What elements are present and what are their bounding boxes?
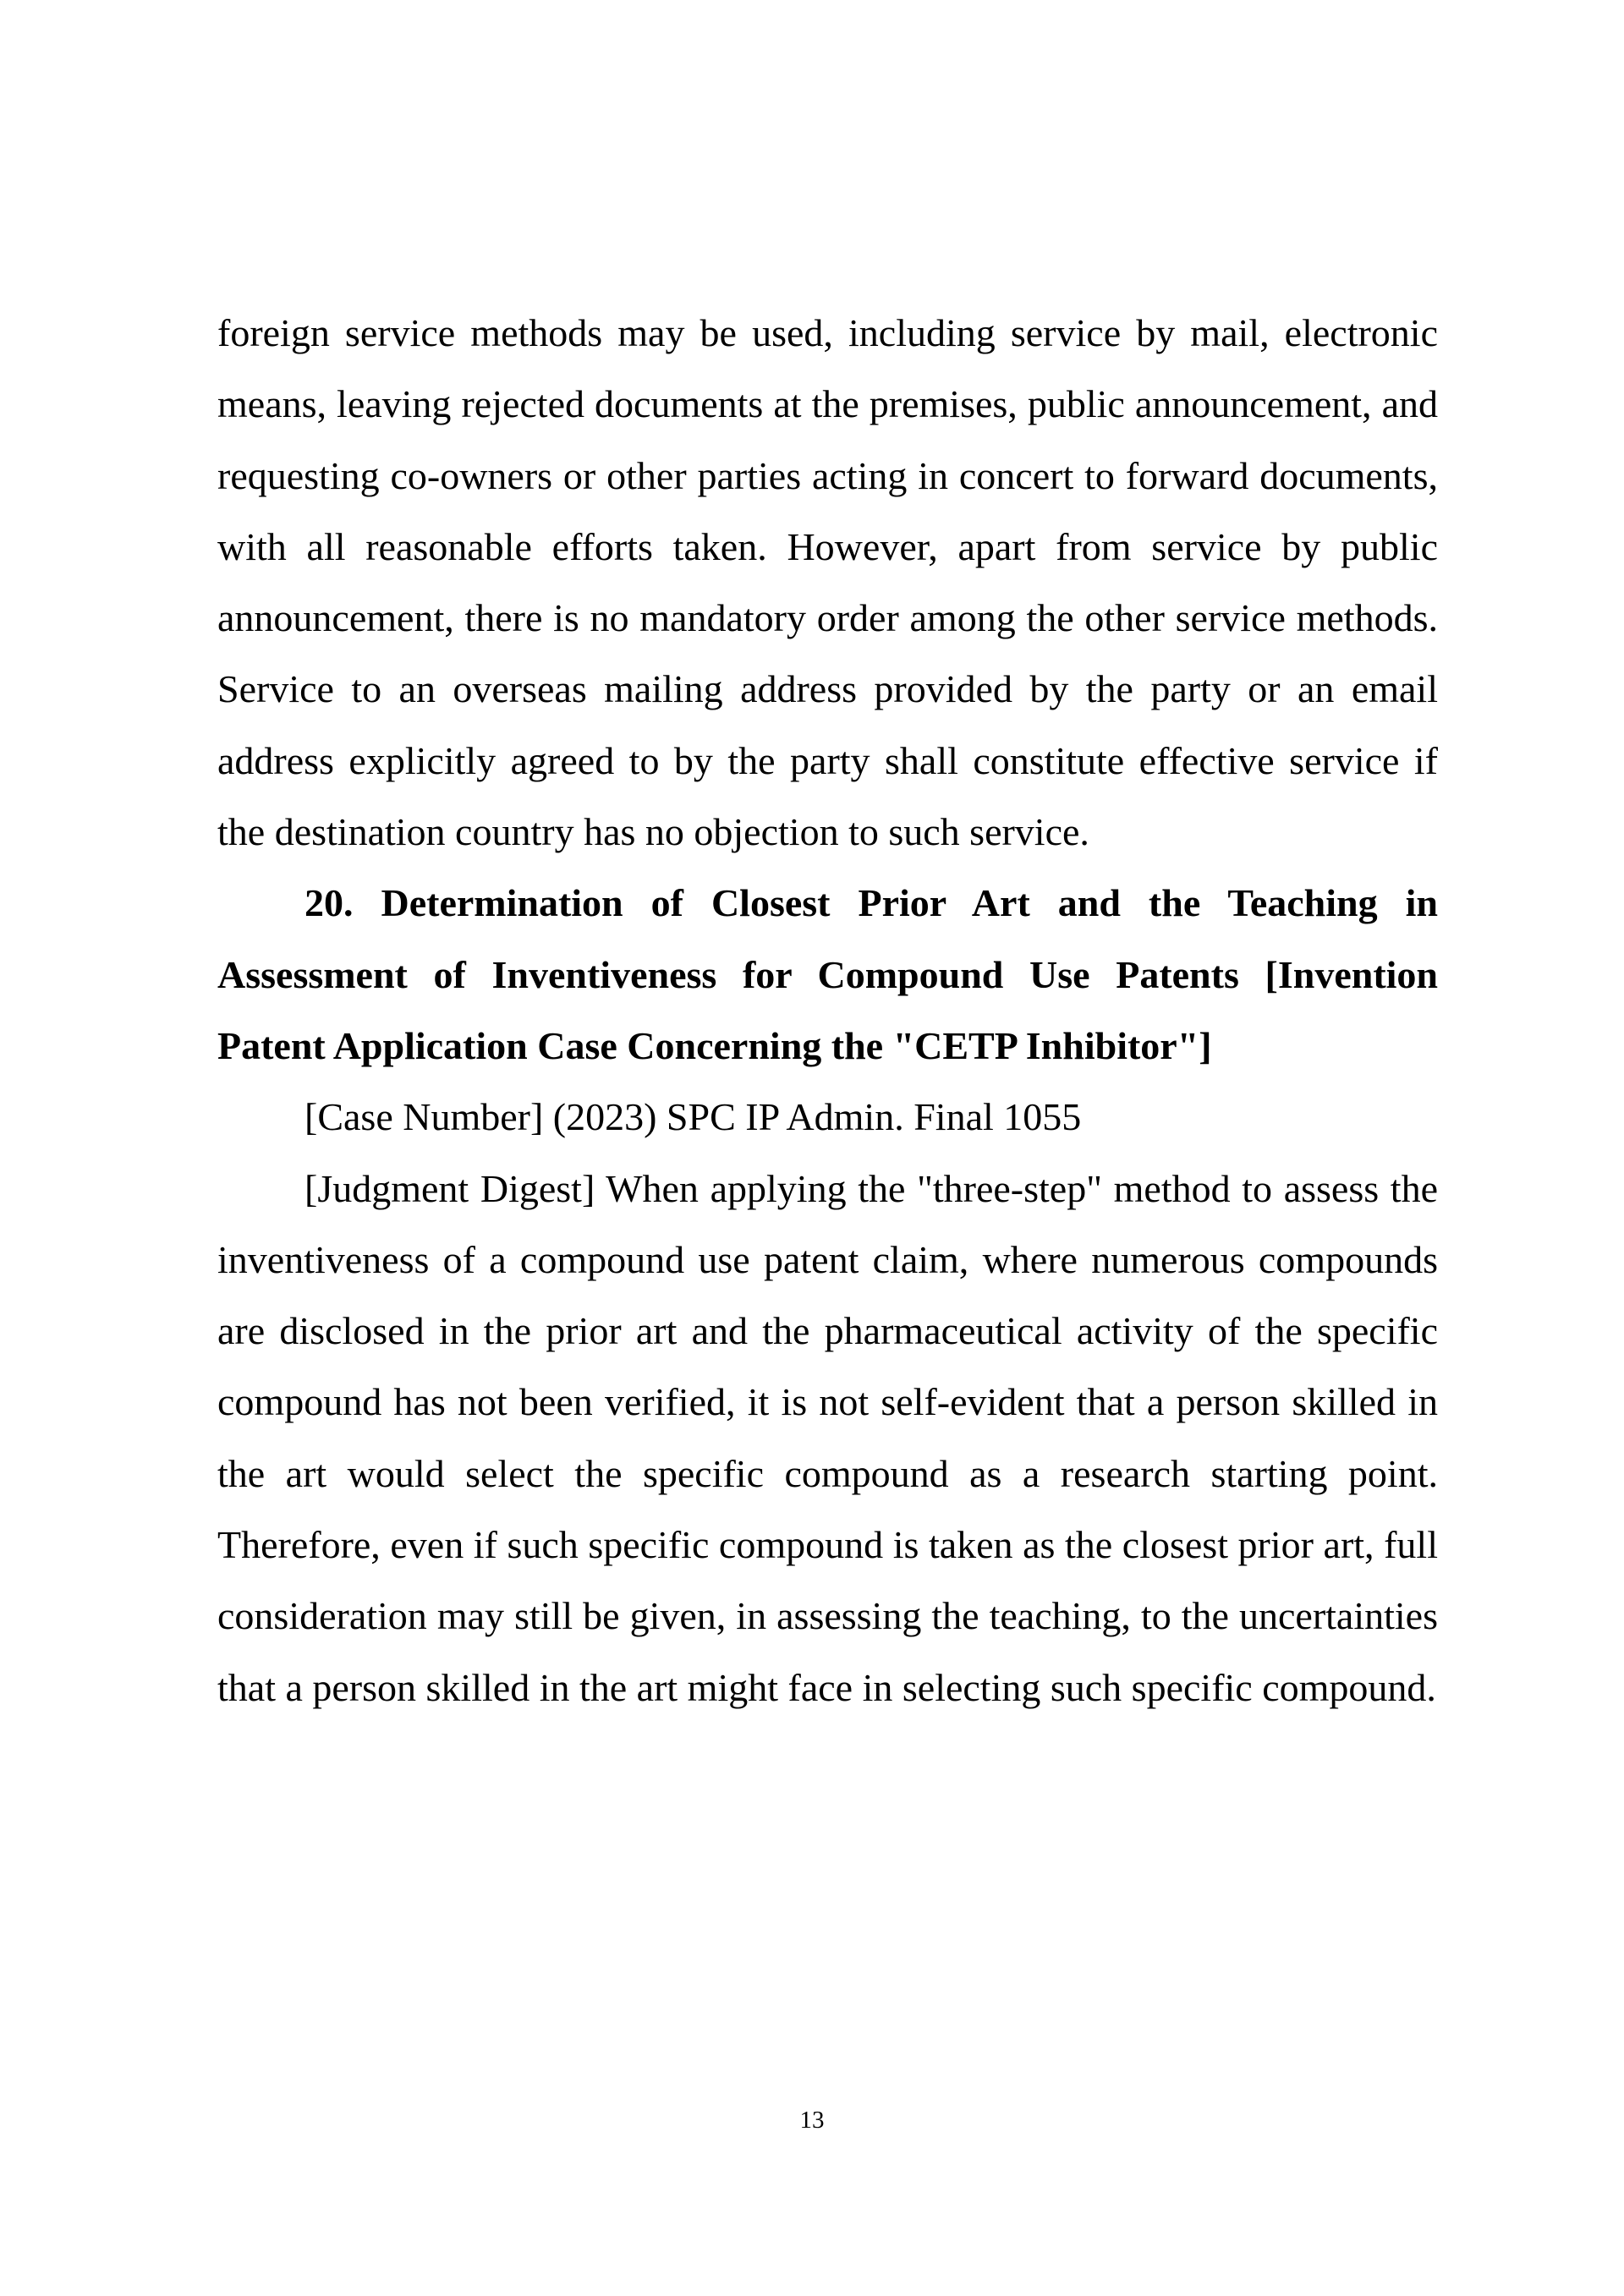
document-page-body: [217, 298, 1438, 1723]
judgment-digest-paragraph: [Judgment Digest] When applying the "three-step" method to assess the inventiveness of a compound use patent claim, where numerous compounds are disclosed in the prior art and the pharmaceutical activity of the specific compound has not been verified, it is not self-evident that a person skilled in the art would select the specific compound as a research starting point. Therefore, even if such specific compound is taken as the closest prior art, full consideration may still be given, in assessing the teaching, to the uncertainties that a person skilled in the art might face in selecting such specific compound.: [217, 1166, 1438, 1709]
section-heading-20: 20. Determination of Closest Prior Art and the Teaching in Assessment of Inventiveness for Compound Use Patents [Invention Patent Application Case Concerning the "CETP Inhibitor"]: [217, 881, 1438, 1067]
page-number: 13: [799, 2107, 825, 2134]
case-number-line: [Case Number] (2023) SPC IP Admin. Final 1055: [304, 1095, 1082, 1139]
body-paragraph-service-methods: foreign service methods may be used, including service by mail, electronic means, leaving rejected documents at the premises, public announcement, and requesting co-owners or other parties acting in concert to forward documents, with all reasonable efforts taken. However, apart from service by public announcement, there is no mandatory order among the other service methods. Service to an overseas mailing address provided by the party or an email address explicitly agreed to by the party shall constitute effective service if the destination country has no objection to such service.: [217, 311, 1438, 854]
